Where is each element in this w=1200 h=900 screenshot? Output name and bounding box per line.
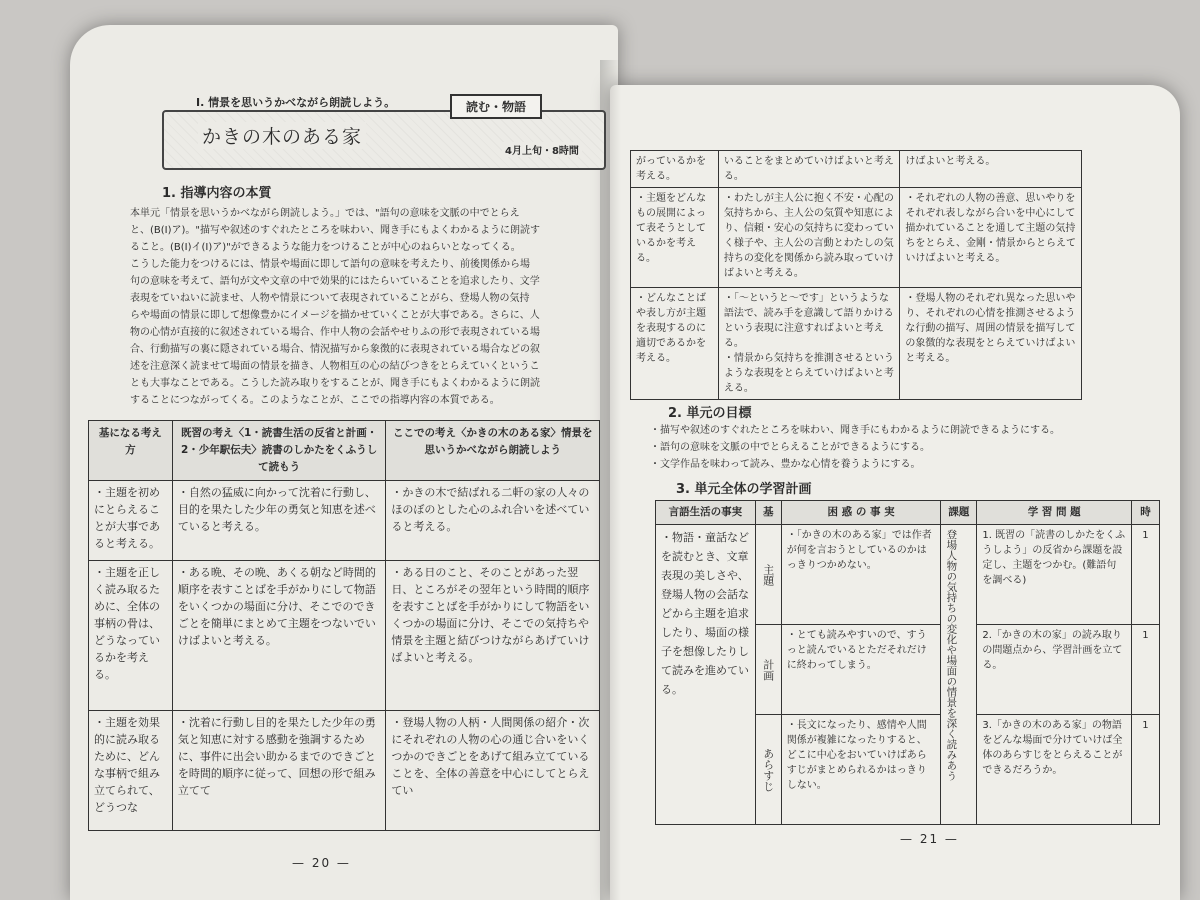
plan-confusion: ・「かきの木のある家」では作者が何を言おうとしているのかはっきりつかめない。 (781, 525, 941, 625)
page-number-right: — 21 — (900, 832, 959, 846)
table-cell: ・「〜というと〜です」というような語法で、読み手を意識して語りかけるという表現に注意すればよいと考える。 ・情景から気持ちを推測させるというような表現をとらえていけばよいと考える。 (718, 288, 900, 400)
body-line: することにつながってくる。このようなことが、ここでの指導内容の本質である。 (130, 395, 500, 406)
concept-table (88, 420, 600, 831)
body-line: 本単元「情景を思いうかべながら朗読しよう。」では、"語句の意味を文脈の中でとらえ (130, 208, 520, 219)
body-line: と、(B(I)ア)。"描写や叙述のすぐれたところを味わい、聞き手にもよくわかるように朗読す (130, 225, 541, 236)
plan-fact: ・物語・童話などを読むとき、文章表現の美しさや、登場人物の会話などから主題を追求したり、場面の様子を想像したりして読みを進めている。 (656, 525, 756, 825)
table-header: 基になる考え方 (89, 421, 173, 481)
table-cell: ・登場人物のそれぞれ異なった思いやり、それぞれの心情を推測させるような行動の描写、周囲の情景を描写しての象徴的な表現をとらえていけばよいと考える。 (900, 288, 1082, 400)
table-cell: いることをまとめていけばよいと考える。 (718, 151, 900, 188)
body-line: 述を注意深く読ませて場面の情景を描き、人物相互の心の結びつきをとらえていくというこ (130, 361, 540, 372)
plan-basis: 主題 (755, 525, 781, 625)
table-cell: ・主題をどんなもの展開によって表そうとしているかを考える。 (631, 188, 719, 288)
goal-item: ・描写や叙述のすぐれたところを味わい、聞き手にもわかるように朗読できるようにする。 (650, 425, 1060, 436)
plan-problem: 3.「かきの木のある家」の物語をどんな場面で分けていけば全体のあらすじをとらえることができるだろうか。 (977, 715, 1132, 825)
table-cell: ・登場人物の人柄・人間関係の紹介・次にそれぞれの人物の心の通じ合いをいくつかのできごとをあげて組み立てていることを、全体の善意を中心にしてとらえてい (386, 711, 600, 831)
schedule: 4月上旬・8時間 (502, 142, 582, 157)
table-cell: ・どんなことばや表し方が主題を表現するのに適切であるかを考える。 (631, 288, 719, 400)
plan-header: 言語生活の事実 (656, 501, 756, 525)
table-cell: ・ある日のこと、そのことがあった翌日、ところがその翌年という時間的順序を表すことばを手がかりにして物語をいくつかの場面に分け、そこでの気持ちや情景を主題と結びつけながらあげていけばよいと考える。 (386, 561, 600, 711)
table-cell: がっているかを考える。 (631, 151, 719, 188)
table-row (656, 525, 1160, 625)
plan-basis: あらすじ (755, 715, 781, 825)
plan-header: 困 惑 の 事 実 (781, 501, 941, 525)
plan-confusion: ・長文になったり、感情や人間関係が複雑になったりすると、どこに中心をおいていけばあらすじがまとめられるかはっきりしない。 (781, 715, 941, 825)
category-badge: 読む・物語 (450, 94, 542, 119)
plan-hours: 1 (1131, 525, 1159, 625)
plan-task-text: 登場人物の気持ちの変化や場面の情景を深く読みあう (945, 529, 958, 781)
plan-problem: 1. 既習の「読書のしかたをくふうしよう」の反省から課題を設定し、主題をつかむ。(難語句を調べる) (977, 525, 1132, 625)
table-cell: ・主題を初めにとらえることが大事であると考える。 (89, 481, 173, 561)
plan-confusion: ・とても読みやすいので、すうっと読んでいるとただそれだけに終わってしまう。 (781, 625, 941, 715)
table-cell: ・わたしが主人公に抱く不安・心配の気持ちから、主人公の気質や知恵により、信頼・安心の気持ちに変わっていく様子や、主人公の言動とわたしの気持ちの変化を関係から読み取っていけばよいと考える。 (718, 188, 900, 288)
plan-basis: 計画 (755, 625, 781, 715)
plan-task (941, 525, 977, 825)
table-row (631, 188, 1082, 288)
table-row (631, 288, 1082, 400)
table-row (89, 711, 600, 831)
table-cell: ・それぞれの人物の善意、思いやりをそれぞれ表しながら合いを中心にして描かれていることを通して主題の気持ちをとらえ、金剛・情景からとらえていけばよいと考える。 (900, 188, 1082, 288)
plan-header-row (656, 501, 1160, 525)
plan-hours: 1 (1131, 715, 1159, 825)
plan-table (655, 500, 1160, 825)
section3-title: 3. 単元全体の学習計画 (676, 482, 812, 497)
table-cell: ・自然の猛威に向かって沈着に行動し、目的を果たした少年の勇気と知恵を述べていると考える。 (172, 481, 386, 561)
table-cell: ・かきの木で結ばれる二軒の家の人々のほのぼのとした心のふれ合いを述べていると考える。 (386, 481, 600, 561)
body-line: らや場面の情景に即して想像豊かにイメージを描かせていくことが大事である。さらに、人 (130, 310, 540, 321)
table-header: 既習の考え〈1・読書生活の反省と計画・2・少年駅伝夫〉読書のしかたをくふうして読もう (172, 421, 386, 481)
body-line: こうした能力をつけるには、情景や場面に即して語句の意味を考えたり、前後関係から場 (130, 259, 530, 270)
plan-problem: 2.「かきの木の家」の読み取りの問題点から、学習計画を立てる。 (977, 625, 1132, 715)
body-line: 句の意味を考えて、語句が文や文章の中で効果的にはたらいていることを追求したり、文学 (130, 276, 540, 287)
plan-header: 時 (1131, 501, 1159, 525)
table-row (89, 481, 600, 561)
body-line: 合、行動描写の裏に隠されている場合、情況描写から象徴的に表現されている場合などの叙 (130, 344, 540, 355)
goal-item: ・語句の意味を文脈の中でとらえることができるようにする。 (650, 442, 930, 453)
section2-title: 2. 単元の目標 (668, 406, 752, 421)
table-row (89, 561, 600, 711)
continued-table (630, 150, 1082, 400)
body-line: ること。(B(I)イ(I)ア)"ができるような能力をつけることが中心のねらいとなってくる。 (130, 242, 521, 253)
unit-title: かきの木のある家 (198, 122, 366, 149)
page-number-left: — 20 — (292, 856, 351, 870)
plan-hours: 1 (1131, 625, 1159, 715)
unit-subtitle: 情景を思いうかべながら朗読しよう。 (208, 96, 396, 109)
table-cell: ・ある晩、その晩、あくる朝など時間的順序を表すことばを手がかりにして物語をいくつかの場面に分け、そこでのできごとを簡単にまとめて主題をつないでいけばよいと考える。 (172, 561, 386, 711)
plan-header: 学 習 問 題 (977, 501, 1132, 525)
body-line: 物の心情が直接的に叙述されている場合、作中人物の会話やせりふの形で表現されている場 (130, 327, 540, 338)
body-text (130, 205, 600, 409)
plan-header: 課題 (941, 501, 977, 525)
plan-header: 基 (755, 501, 781, 525)
goals-list (650, 422, 1170, 473)
table-header: ここでの考え〈かきの木のある家〉情景を思いうかべながら朗読しよう (386, 421, 600, 481)
table-header-row (89, 421, 600, 481)
body-line: とも大事なことである。こうした読み取りをすることが、聞き手にもよくわかるように朗読 (130, 378, 540, 389)
unit-number: I. (196, 96, 205, 109)
unit-header (150, 92, 600, 170)
table-cell: ・主題を効果的に読み取るために、どんな事柄で組み立てられて、どうつな (89, 711, 173, 831)
section1-title: 1. 指導内容の本質 (162, 186, 272, 201)
book-gutter (600, 60, 630, 900)
table-cell: けばよいと考える。 (900, 151, 1082, 188)
goal-item: ・文学作品を味わって読み、豊かな心情を養うようにする。 (650, 459, 921, 470)
table-cell: ・主題を正しく読み取るために、全体の事柄の骨は、どうなっているかを考える。 (89, 561, 173, 711)
body-line: 表現をていねいに読ませ、人物や情景について表現されていることがら、登場人物の気持 (130, 293, 530, 304)
table-cell: ・沈着に行動し目的を果たした少年の勇気と知恵に対する感動を強調するために、事件に出会い助かるまでのできごとを時間的順序に従って、回想の形で組み立てて (172, 711, 386, 831)
table-row (631, 151, 1082, 188)
